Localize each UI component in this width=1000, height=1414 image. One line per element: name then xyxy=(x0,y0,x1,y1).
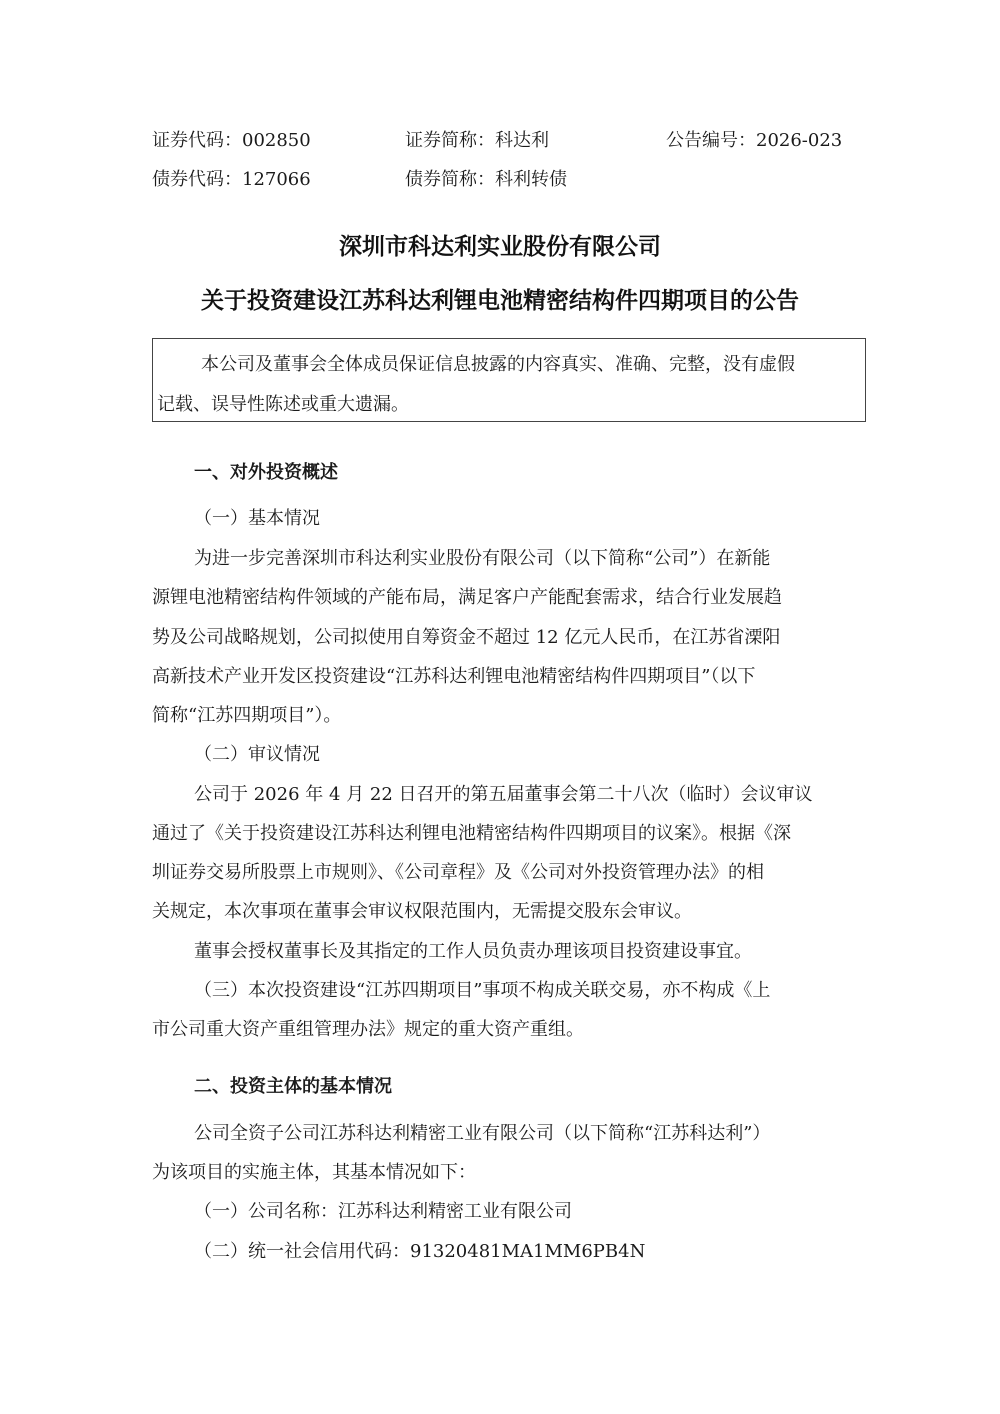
disclosure-notice-box xyxy=(152,338,866,422)
paragraph-line: 为该项目的实施主体，其基本情况如下： xyxy=(152,1162,476,1183)
paragraph-line: 圳证券交易所股票上市规则》、《公司章程》及《公司对外投资管理办法》的相 xyxy=(152,862,764,883)
paragraph-line: 公司于 2026 年 4 月 22 日召开的第五届董事会第二十八次（临时）会议审议 xyxy=(194,784,813,805)
paragraph-line: 董事会授权董事长及其指定的工作人员负责办理该项目投资建设事宜。 xyxy=(194,941,752,962)
announcement-number: 公告编号：2026-023 xyxy=(666,130,843,151)
notice-line-2: 记载、误导性陈述或重大遗漏。 xyxy=(157,394,409,415)
paragraph-line: 公司全资子公司江苏科达利精密工业有限公司（以下简称“江苏科达利”） xyxy=(194,1123,771,1144)
paragraph-line: 高新技术产业开发区投资建设“江苏科达利锂电池精密结构件四期项目”（以下 xyxy=(152,666,756,687)
bond-code: 债券代码：127066 xyxy=(152,169,311,190)
subsection-2-heading: （二）审议情况 xyxy=(194,744,320,765)
paragraph-line: 市公司重大资产重组管理办法》规定的重大资产重组。 xyxy=(152,1019,584,1040)
paragraph-line: 源锂电池精密结构件领域的产能布局，满足客户产能配套需求，结合行业发展趋 xyxy=(152,587,782,608)
announcement-title: 关于投资建设江苏科达利锂电池精密结构件四期项目的公告 xyxy=(201,288,799,314)
section-1-heading: 一、对外投资概述 xyxy=(194,462,338,483)
subsection-3-line: （三）本次投资建设“江苏四期项目”事项不构成关联交易，亦不构成《上 xyxy=(194,980,771,1001)
notice-line-1: 本公司及董事会全体成员保证信息披露的内容真实、准确、完整，没有虚假 xyxy=(201,354,795,375)
paragraph-line: 简称“江苏四期项目”）。 xyxy=(152,705,342,726)
paragraph-line: 关规定，本次事项在董事会审议权限范围内，无需提交股东会审议。 xyxy=(152,901,692,922)
company-title: 深圳市科达利实业股份有限公司 xyxy=(339,234,661,260)
subsection-1-heading: （一）基本情况 xyxy=(194,508,320,529)
stock-abbr: 证券简称：科达利 xyxy=(405,130,549,151)
stock-code: 证券代码：002850 xyxy=(152,130,311,151)
bond-abbr: 债券简称：科利转债 xyxy=(405,169,567,190)
paragraph-line: 为进一步完善深圳市科达利实业股份有限公司（以下简称“公司”）在新能 xyxy=(194,548,771,569)
section-2-heading: 二、投资主体的基本情况 xyxy=(194,1076,392,1097)
company-name-item: （一）公司名称：江苏科达利精密工业有限公司 xyxy=(194,1201,572,1222)
paragraph-line: 势及公司战略规划，公司拟使用自筹资金不超过 12 亿元人民币，在江苏省溧阳 xyxy=(152,627,781,648)
credit-code-item: （二）统一社会信用代码：91320481MA1MM6PB4N xyxy=(194,1241,646,1262)
paragraph-line: 通过了《关于投资建设江苏科达利锂电池精密结构件四期项目的议案》。根据《深 xyxy=(152,823,791,844)
